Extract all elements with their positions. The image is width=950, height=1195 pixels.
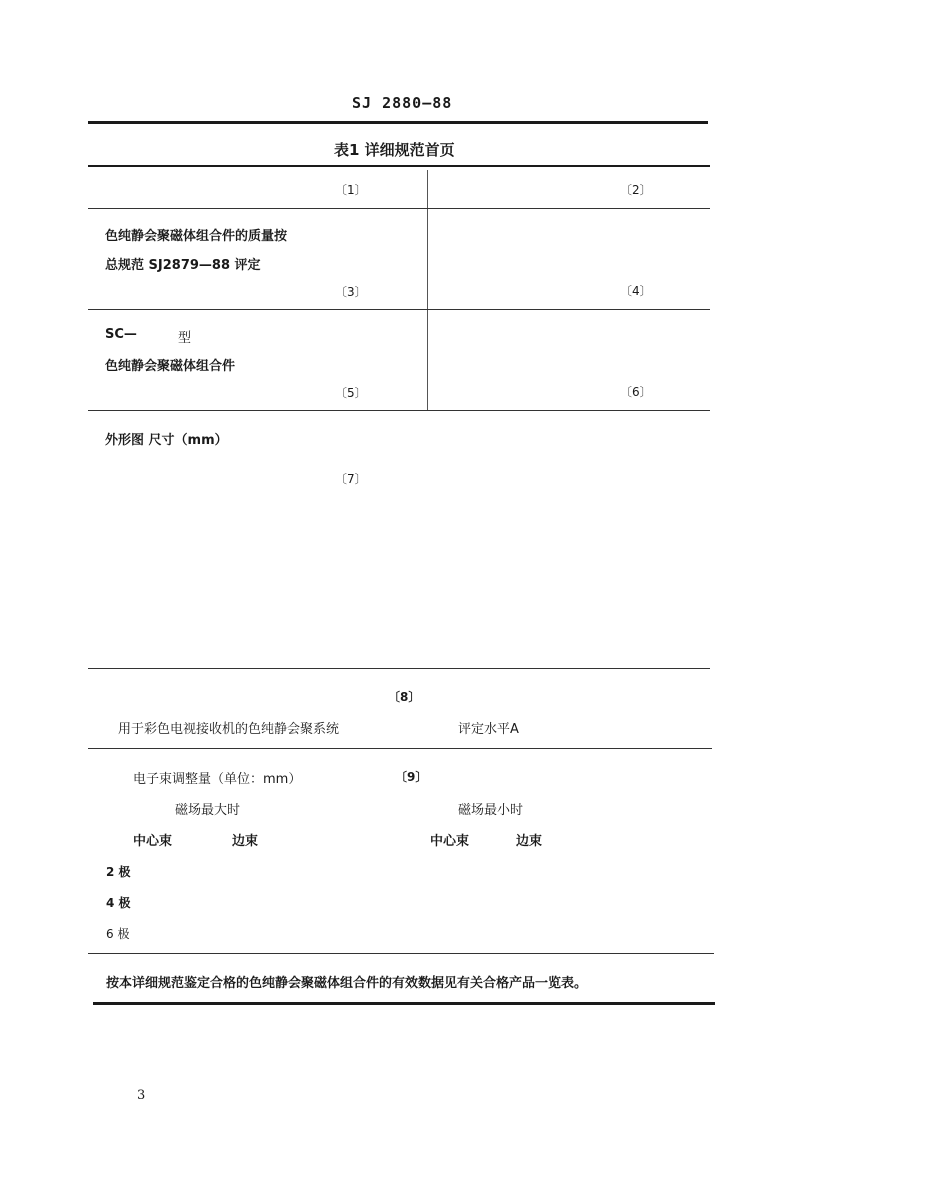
beam-adjust-label: 电子束调整量（单位：mm） [133,772,302,787]
pole-row: 6 极 [106,927,130,941]
box-2-label: 〔2〕 [620,183,652,197]
row3-rule [88,410,710,411]
row2-rule [88,309,710,310]
table-bottom-rule [93,1002,715,1005]
box-3-label: 〔3〕 [335,285,367,299]
outline-rule [88,668,710,669]
table-title: 表1 详细规范首页 [334,141,455,159]
column-divider [427,170,428,410]
pole-row: 2 极 [106,865,131,879]
box-4-label: 〔4〕 [620,284,652,298]
type-prefix: SC— [105,327,137,342]
row9-rule [88,953,714,954]
outline-label: 外形图 尺寸（mm） [105,433,228,448]
edge-beam-min: 边束 [516,834,543,849]
quality-line-2: 总规范 SJ2879—88 评定 [105,258,261,273]
assessment-level: 评定水平A [458,722,519,737]
box-7-label: 〔7〕 [335,472,367,486]
usage-text: 用于彩色电视接收机的色纯静会聚系统 [118,722,340,737]
box-1-label: 〔1〕 [335,183,367,197]
box-8-label: 〔8〕 [388,690,421,704]
row1-rule [88,208,710,209]
edge-beam-max: 边束 [232,834,259,849]
type-suffix: 型 [178,331,192,346]
center-beam-max: 中心束 [133,834,173,849]
box-9-label: 〔9〕 [395,770,428,784]
quality-line-1: 色纯静会聚磁体组合件的质量按 [105,229,288,244]
box-5-label: 〔5〕 [335,386,367,400]
type-line-2: 色纯静会聚磁体组合件 [105,359,236,374]
header-rule [88,121,708,124]
row8-rule [88,748,712,749]
center-beam-min: 中心束 [430,834,470,849]
page-number: 3 [137,1088,146,1103]
field-max-label: 磁场最大时 [175,803,241,818]
footer-note: 按本详细规范鉴定合格的色纯静会聚磁体组合件的有效数据见有关合格产品一览表。 [106,976,588,991]
document-number: SJ 2880—88 [352,94,453,112]
title-rule [88,165,710,167]
box-6-label: 〔6〕 [620,385,652,399]
pole-row: 4 极 [106,896,131,910]
field-min-label: 磁场最小时 [458,803,524,818]
